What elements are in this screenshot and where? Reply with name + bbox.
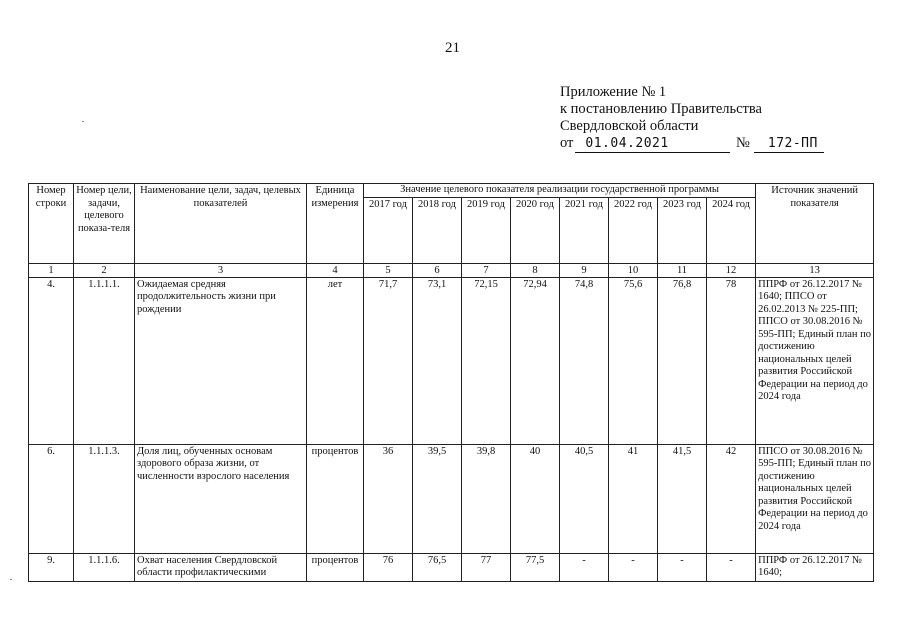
column-number: 3 [135, 263, 307, 277]
header-goal-no: Номер цели, задачи, целевого показа-теля [74, 184, 135, 264]
value-cell: 39,8 [462, 444, 511, 553]
header-values-group: Значение целевого показателя реализации государственной программы [364, 184, 756, 198]
value-cell: - [609, 553, 658, 581]
column-number: 10 [609, 263, 658, 277]
value-cell: 72,15 [462, 277, 511, 444]
value-cell: 75,6 [609, 277, 658, 444]
header-year: 2023 год [658, 197, 707, 263]
value-cell: 72,94 [511, 277, 560, 444]
value-cell: - [707, 553, 756, 581]
row-number: 4. [29, 277, 74, 444]
appendix-title: Приложение № 1 [560, 84, 667, 100]
column-numbers-row [29, 263, 874, 277]
column-number: 11 [658, 263, 707, 277]
table-row [29, 553, 874, 581]
unit: процентов [307, 444, 364, 553]
value-cell: 41,5 [658, 444, 707, 553]
value-cell: 76 [364, 553, 413, 581]
value-cell: 42 [707, 444, 756, 553]
value-cell: 78 [707, 277, 756, 444]
appendix-date-line [560, 135, 824, 153]
value-cell: 76,8 [658, 277, 707, 444]
value-cell: 77,5 [511, 553, 560, 581]
header-year: 2024 год [707, 197, 756, 263]
value-cell: 39,5 [413, 444, 462, 553]
appendix-block [560, 84, 824, 153]
header-year: 2018 год [413, 197, 462, 263]
date-value: 01.04.2021 [585, 136, 669, 151]
appendix-region: Свердловской области [560, 118, 699, 134]
row-number: 6. [29, 444, 74, 553]
header-source: Источник значений показателя [756, 184, 874, 264]
column-number: 8 [511, 263, 560, 277]
header-unit: Единица измерения [307, 184, 364, 264]
column-number: 4 [307, 263, 364, 277]
source-cell: ППСО от 30.08.2016 № 595-ПП; Единый план по достижению национальных целей развития Российской Федерации на период до 2024 года [756, 444, 874, 553]
appendix-resolution: к постановлению Правительства [560, 101, 762, 117]
source-cell: ППРФ от 26.12.2017 № 1640; [756, 553, 874, 581]
header-year: 2017 год [364, 197, 413, 263]
unit: процентов [307, 553, 364, 581]
header-year: 2021 год [560, 197, 609, 263]
header-year: 2022 год [609, 197, 658, 263]
value-cell: - [560, 553, 609, 581]
value-cell: 41 [609, 444, 658, 553]
header-year: 2020 год [511, 197, 560, 263]
indicator-name: Охват населения Свердловской области профилактическими [135, 553, 307, 581]
value-cell: 74,8 [560, 277, 609, 444]
column-number: 6 [413, 263, 462, 277]
value-cell: 76,5 [413, 553, 462, 581]
header-row-1 [29, 184, 874, 198]
table-row [29, 277, 874, 444]
number-prefix: № [736, 135, 750, 151]
header-name: Наименование цели, задач, целевых показателей [135, 184, 307, 264]
indicator-name: Ожидаемая средняя продолжительность жизни при рождении [135, 277, 307, 444]
column-number: 9 [560, 263, 609, 277]
value-cell: 73,1 [413, 277, 462, 444]
column-number: 12 [707, 263, 756, 277]
goal-number: 1.1.1.3. [74, 444, 135, 553]
value-cell: 40,5 [560, 444, 609, 553]
goal-number: 1.1.1.6. [74, 553, 135, 581]
column-number: 5 [364, 263, 413, 277]
unit: лет [307, 277, 364, 444]
goal-number: 1.1.1.1. [74, 277, 135, 444]
date-prefix: от [560, 135, 574, 151]
column-number: 7 [462, 263, 511, 277]
column-number: 1 [29, 263, 74, 277]
source-cell: ППРФ от 26.12.2017 № 1640; ППСО от 26.02.2013 № 225-ПП; ППСО от 30.08.2016 № 595-ПП; Единый план по достижению национальных целей развития Российской Федерации на период до 2024 года [756, 277, 874, 444]
column-number: 2 [74, 263, 135, 277]
value-cell: 77 [462, 553, 511, 581]
value-cell: 71,7 [364, 277, 413, 444]
header-year: 2019 год [462, 197, 511, 263]
column-number: 13 [756, 263, 874, 277]
table-row [29, 444, 874, 553]
indicator-name: Доля лиц, обученных основам здорового образа жизни, от численности взрослого населения [135, 444, 307, 553]
page-number: 21 [445, 40, 460, 56]
value-cell: 40 [511, 444, 560, 553]
header-row-no: Номер строки [29, 184, 74, 264]
value-cell: 36 [364, 444, 413, 553]
row-number: 9. [29, 553, 74, 581]
value-cell: - [658, 553, 707, 581]
number-value: 172-ПП [767, 136, 818, 151]
indicators-table [28, 183, 874, 582]
